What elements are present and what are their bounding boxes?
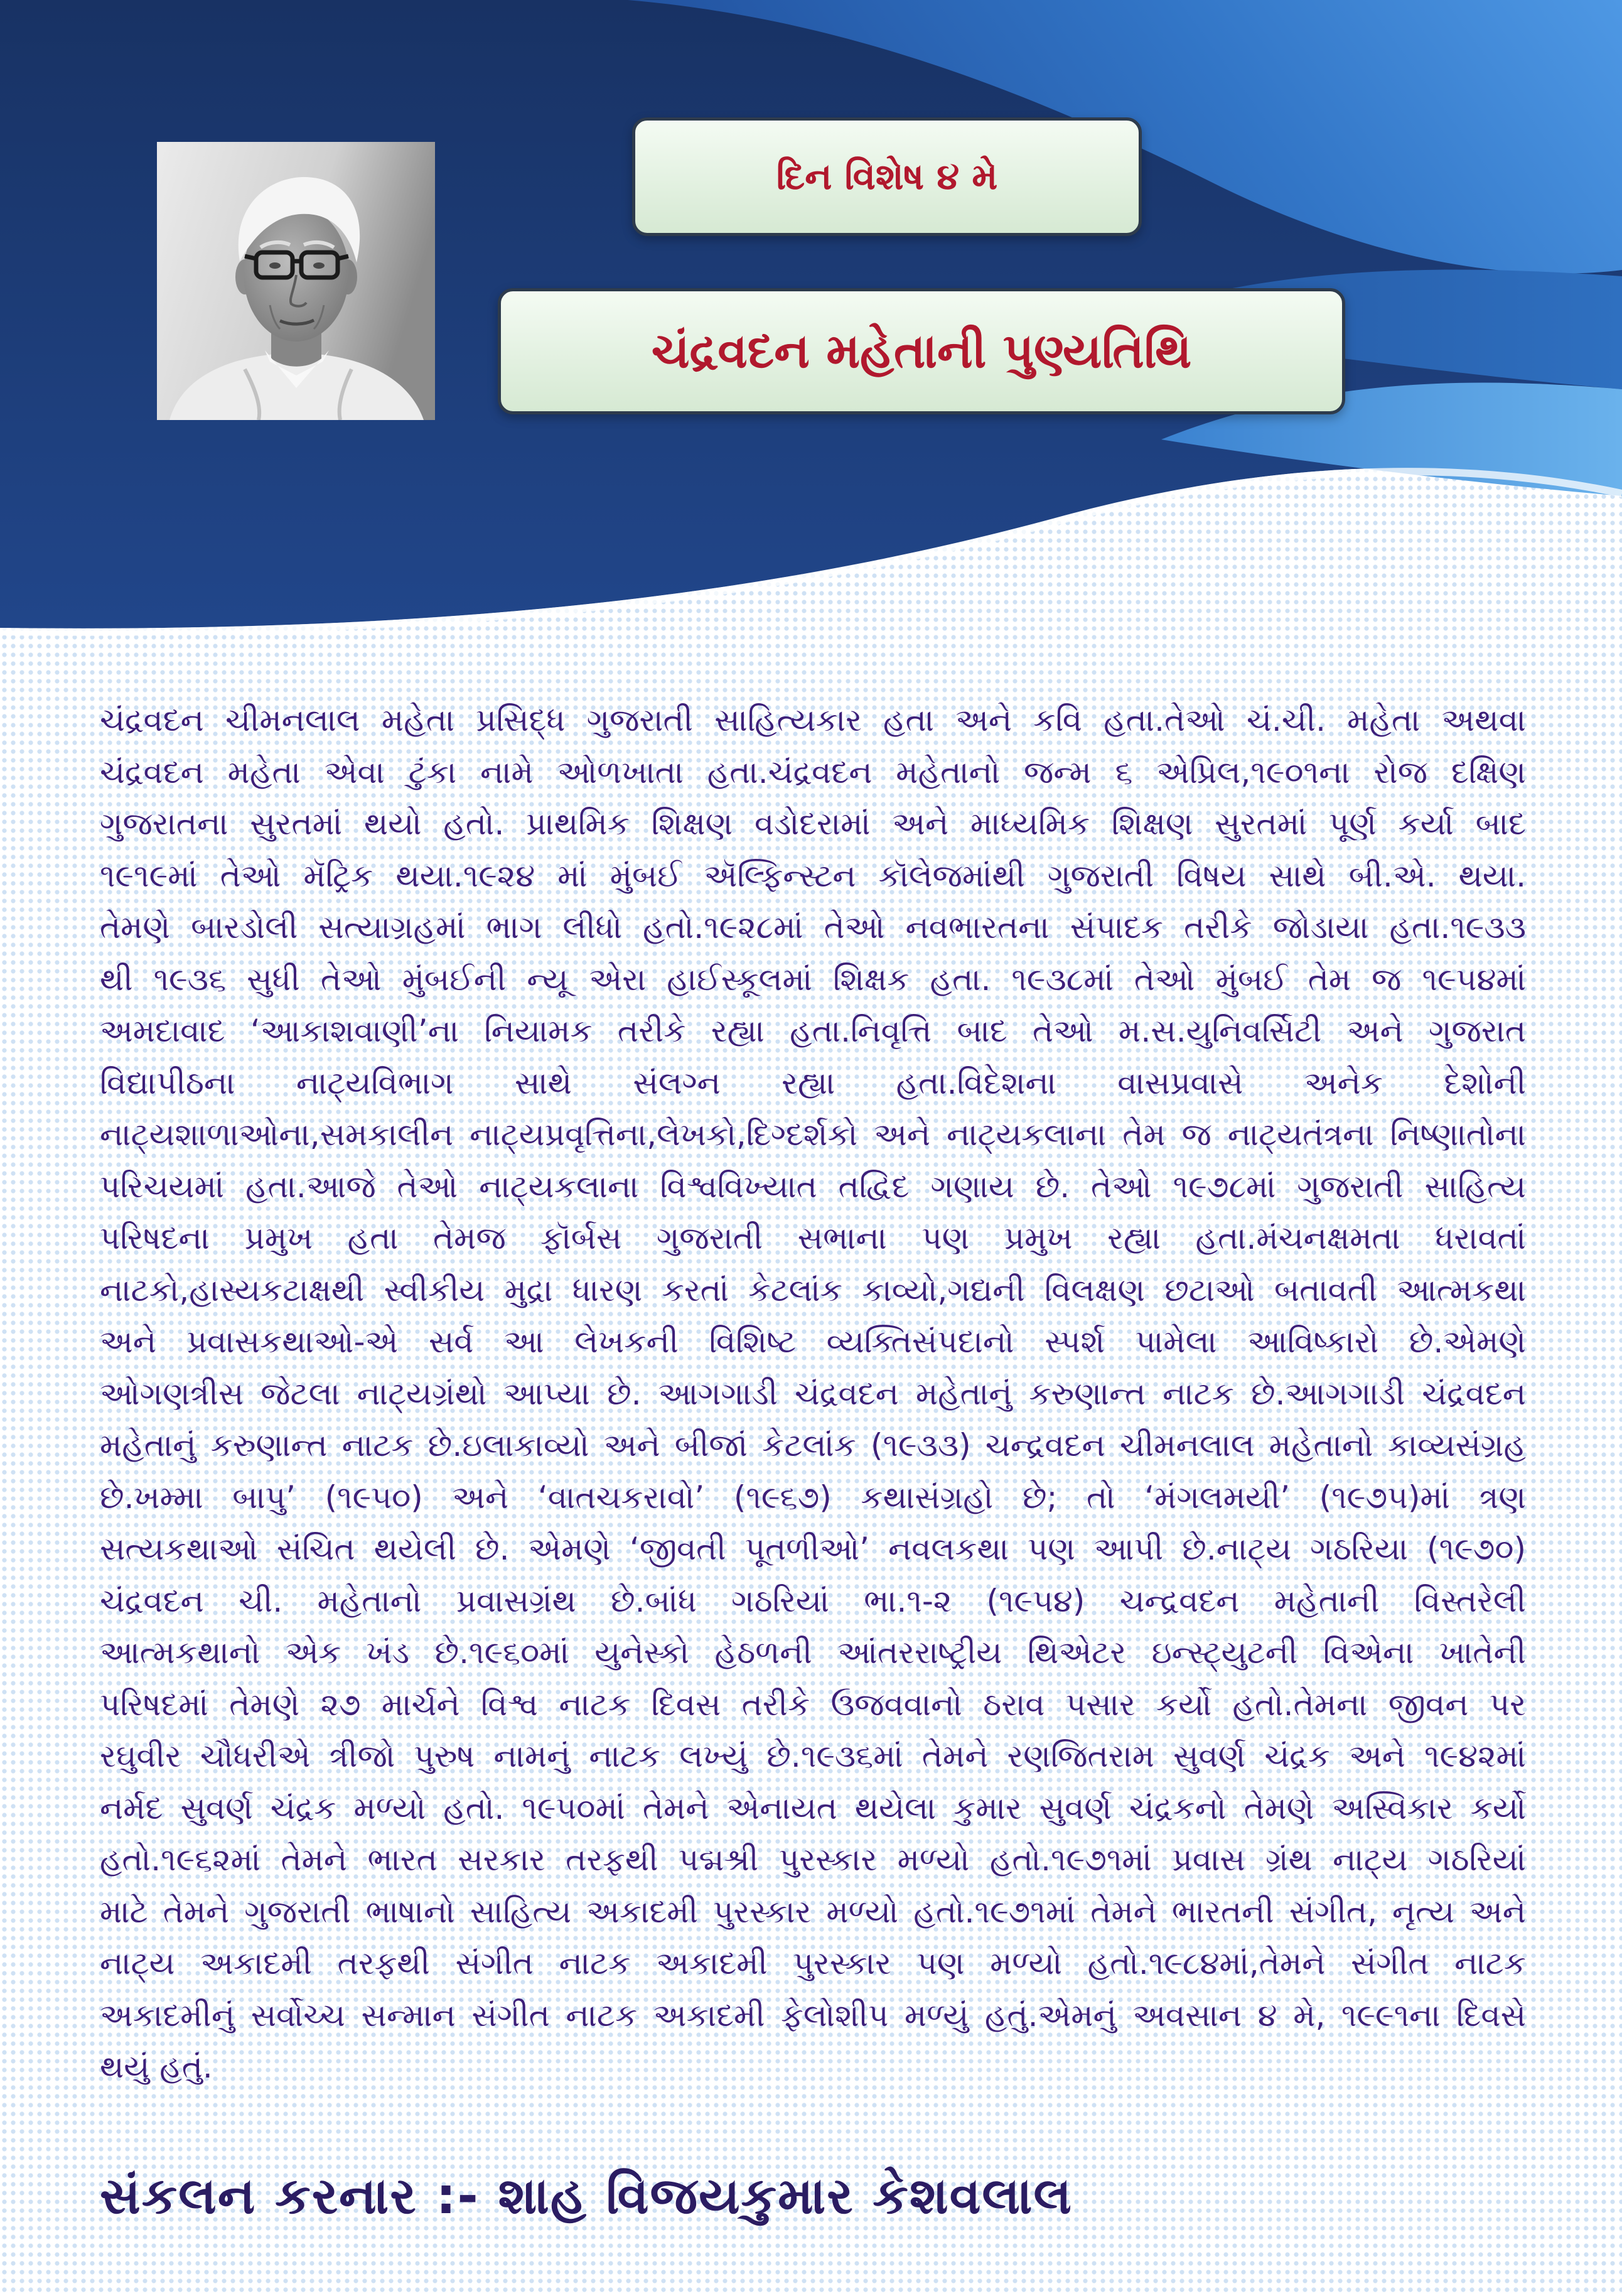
- date-banner: [632, 117, 1142, 236]
- paragraph-line: તેમણે બારડોલી સત્યાગ્રહમાં ભાગ લીધો હતો.૧૯૨૮માં તેઓ નવભારતના સંપાદક તરીકે જોડાયા હતા.૧૯૩૩: [100, 909, 1526, 946]
- paragraph-line: અને પ્રવાસકથાઓ-એ સર્વ આ લેખકની વિશિષ્ટ વ્યક્તિસંપદાનો સ્પર્શ પામેલા આવિષ્કારો છે.એમણે: [100, 1323, 1526, 1360]
- paragraph-line: નર્મદ સુવર્ણ ચંદ્રક મળ્યો હતો. ૧૯૫૦માં તેમને એનાયત થયેલા કુમાર સુવર્ણ ચંદ્રકનો તેમણે અસ્વિકાર કર્યો: [100, 1789, 1526, 1826]
- paragraph-line: માટે તેમને ગુજરાતી ભાષાનો સાહિત્ય અકાદમી પુરસ્કાર મળ્યો હતો.૧૯૭૧માં તેમને ભારતની સંગીત, નૃત્ય અને: [100, 1893, 1526, 1930]
- paragraph-line: મહેતાનું કરુણાન્ત નાટક છે.ઇલાકાવ્યો અને બીજાં કેટલાંક (૧૯૩૩) ચન્દ્રવદન ચીમનલાલ મહેતાનો કાવ્યસંગ્રહ: [100, 1427, 1526, 1463]
- paragraph-line: પરિષદના પ્રમુખ હતા તેમજ ફૉર્બસ ગુજરાતી સભાના પણ પ્રમુખ રહ્યા હતા.મંચનક્ષમતા ધરાવતાં: [100, 1220, 1526, 1256]
- paragraph-line: હતો.૧૯૬૨માં તેમને ભારત સરકાર તરફથી પદ્મશ્રી પુરસ્કાર મળ્યો હતો.૧૯૭૧માં પ્રવાસ ગ્રંથ નાટ્ય ગઠરિયાં: [100, 1841, 1526, 1878]
- glasses-left-arm: [245, 256, 256, 259]
- paragraph-line: નાટ્ય અકાદમી તરફથી સંગીત નાટક અકાદમી પુરસ્કાર પણ મળ્યો હતો.૧૯૮૪માં,તેમને સંગીત નાટક: [100, 1945, 1526, 1981]
- paragraph-line: અકાદમીનું સર્વોચ્ચ સન્માન સંગીત નાટક અકાદમી ફેલોશીપ મળ્યું હતું.એમનું અવસાન ૪ મે, ૧૯૯૧ના દિવસે: [100, 1997, 1526, 2034]
- paragraph-line: ચંદ્રવદન ચીમનલાલ મહેતા પ્રસિદ્ધ ગુજરાતી સાહિત્યકાર હતા અને કવિ હતા.તેઓ ચં.ચી. મહેતા અથવા: [100, 702, 1526, 738]
- paragraph-line: ચંદ્રવદન મહેતા એવા ટુંકા નામે ઓળખાતા હતા.ચંદ્રવદન મહેતાનો જન્મ ૬ એપ્રિલ,૧૯૦૧ના રોજ દક્ષિણ: [100, 753, 1526, 790]
- paragraph-line: ૧૯૧૯માં તેઓ મૅટ્રિક થયા.૧૯૨૪ માં મુંબઈ ઍલ્ફિન્સ્ટન કૉલેજમાંથી ગુજરાતી વિષય સાથે બી.એ. થયા.: [100, 857, 1526, 894]
- portrait-photo: [157, 142, 435, 420]
- glasses-right-lens: [301, 252, 338, 278]
- paragraph-line: પરિચયમાં હતા.આજે તેઓ નાટ્યકલાના વિશ્વવિખ્યાત તદ્વિદ ગણાય છે. તેઓ ૧૯૭૮માં ગુજરાતી સાહિત્ય: [100, 1168, 1526, 1205]
- paragraph-line: આત્મકથાનો એક ખંડ છે.૧૯૬૦માં યુનેસ્કો હેઠળની આંતરરાષ્ટ્રીય થિએટર ઇન્સ્ટ્યુટની વિએના ખાતેની: [100, 1634, 1526, 1671]
- compiler-credit: સંકલન કરનાર :- શાહ વિજયકુમાર કેશવલાલ: [100, 2167, 1073, 2225]
- paragraph-line: પરિષદમાં તેમણે ૨૭ માર્ચને વિશ્વ નાટક દિવસ તરીકે ઉજવવાનો ઠરાવ પસાર કર્યો હતો.તેમના જીવન પર: [100, 1686, 1526, 1723]
- glasses-left-lens: [256, 252, 293, 278]
- paragraph-line: અમદાવાદ ‘આકાશવાણી’ના નિયામક તરીકે રહ્યા હતા.નિવૃત્તિ બાદ તેઓ મ.સ.યુનિવર્સિટી અને ગુજરાત: [100, 1013, 1526, 1049]
- paragraph-line: ઓગણત્રીસ જેટલા નાટ્યગ્રંથો આપ્યા છે. આગગાડી ચંદ્રવદન મહેતાનું કરુણાન્ત નાટક છે.આગગાડી ચંદ્રવદન: [100, 1375, 1526, 1412]
- paragraph-line: રઘુવીર ચૌધરીએ ત્રીજો પુરુષ નામનું નાટક લખ્યું છે.૧૯૩૬માં તેમને રણજિતરામ સુવર્ણ ચંદ્રક અને ૧૯૪૨માં: [100, 1738, 1526, 1774]
- paragraph-line: ગુજરાતના સુરતમાં થયો હતો. પ્રાથમિક શિક્ષણ વડોદરામાં અને માધ્યમિક શિક્ષણ સુરતમાં પૂર્ણ કર્યા બાદ: [100, 806, 1526, 842]
- paragraph-line: ચંદ્રવદન ચી. મહેતાનો પ્રવાસગ્રંથ છે.બાંધ ગઠરિયાં ભા.૧-૨ (૧૯૫૪) ચન્દ્રવદન મહેતાની વિસ્તરેલી: [100, 1582, 1526, 1619]
- paragraph-line: થી ૧૯૩૬ સુધી તેઓ મુંબઈની ન્યૂ એરા હાઈસ્કૂલમાં શિક્ષક હતા. ૧૯૩૮માં તેઓ મુંબઈ તેમ જ ૧૯૫૪માં: [100, 961, 1526, 998]
- title-banner-text: ચંદ્રવદન મહેતાની પુણ્યતિથિ: [651, 323, 1192, 379]
- paragraph-line: નાટકો,હાસ્યકટાક્ષથી સ્વીકીય મુદ્રા ધારણ કરતાં કેટલાંક કાવ્યો,ગદ્યની વિલક્ષણ છટાઓ બતાવતી આત્મકથા: [100, 1271, 1526, 1308]
- glasses-right-arm: [338, 256, 348, 259]
- biography-paragraph: [100, 694, 1526, 2093]
- paragraph-line: સત્યકથાઓ સંચિત થયેલી છે. એમણે ‘જીવતી પૂતળીઓ’ નવલકથા પણ આપી છે.નાટ્ય ગઠરિયા (૧૯૭૦): [100, 1531, 1526, 1567]
- paragraph-line: થયું હતું.: [100, 2049, 213, 2085]
- paragraph-line: નાટ્યશાળાઓના,સમકાલીન નાટ્યપ્રવૃત્તિના,લેખકો,દિગ્દર્શકો અને નાટ્યકલાના તેમ જ નાટ્યતંત્રના નિષ્ણાતોના: [100, 1116, 1526, 1153]
- paragraph-line: છે.ખમ્મા બાપુ’ (૧૯૫૦) અને ‘વાતચકરાવો’ (૧૯૬૭) કથાસંગ્રહો છે; તો ‘મંગલમયી’ (૧૯૭૫)માં ત્રણ: [100, 1479, 1526, 1516]
- title-banner: [498, 288, 1345, 414]
- paragraph-line: વિદ્યાપીઠના નાટ્યવિભાગ સાથે સંલગ્ન રહ્યા હતા.વિદેશના વાસપ્રવાસે અનેક દેશોની: [100, 1064, 1526, 1101]
- date-banner-text: દિન વિશેષ ૪ મે: [776, 155, 998, 198]
